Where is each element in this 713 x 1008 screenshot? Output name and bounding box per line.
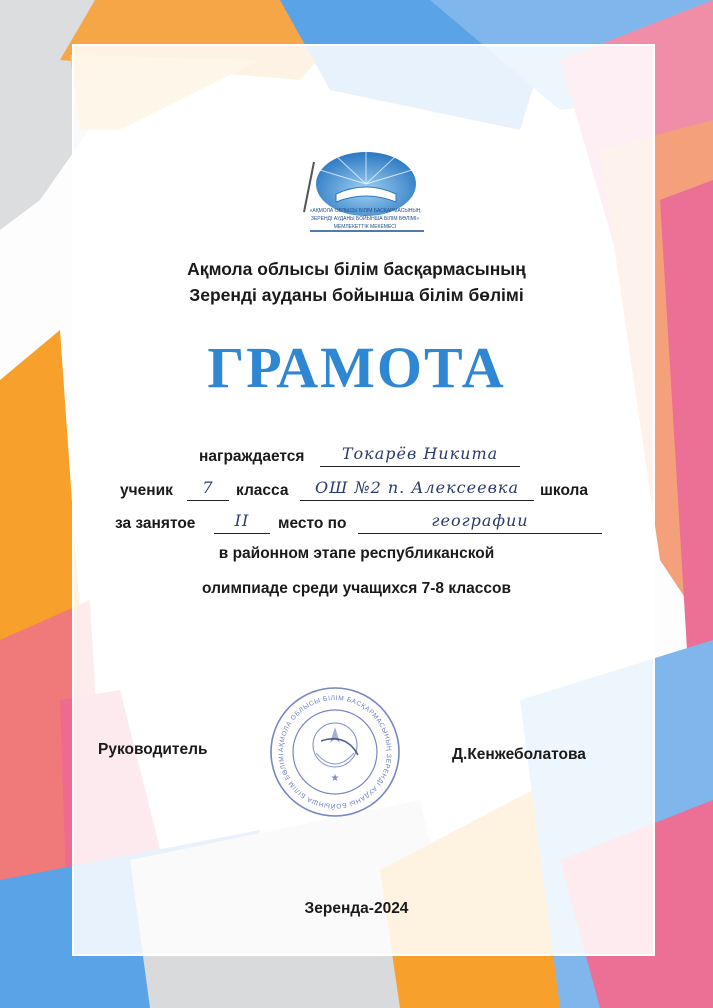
place-label: место по: [278, 515, 347, 532]
grade-value: 7: [187, 478, 229, 501]
student-row: [0, 480, 713, 506]
class-label: класса: [236, 482, 289, 499]
logo-text-line3: МЕМЛЕКЕТТІК МЕКЕМЕСІ: [333, 224, 397, 230]
logo-text-line2: ЗЕРЕНДІ АУДАНЫ БОЙЫНША БІЛІМ БӨЛІМІ»: [310, 216, 420, 222]
awarded-label: награждается: [199, 448, 305, 465]
svg-text:★: ★: [330, 773, 340, 784]
place-value: II: [214, 511, 270, 534]
city-year: Зеренда-2024: [304, 900, 409, 917]
official-stamp: [266, 683, 404, 821]
subject-value: географии: [358, 511, 602, 534]
place-row: [0, 513, 713, 539]
student-label: ученик: [120, 482, 173, 499]
olympiad-line: олимпиаде среди учащихся 7-8 классов: [202, 580, 511, 597]
department-logo: [296, 142, 434, 238]
awardee-row: [0, 446, 713, 472]
awardee-name: Токарёв Никита: [320, 444, 520, 467]
stage-line: в районном этапе республиканской: [218, 545, 495, 562]
signature-name: Д.Кенжеболатова: [452, 746, 586, 763]
stamp-ring-text: АҚМОЛА ОБЛЫСЫ БІЛІМ БАСҚАРМАСЫНЫҢ ЗЕРЕНДІ АУДАНЫ БОЙЫНША БІЛІМ БӨЛІМІ: [277, 694, 393, 810]
org-line-2: Зеренді ауданы бойынша білім бөлімі: [189, 285, 524, 305]
certificate-title: ГРАМОТА: [207, 335, 506, 400]
org-line-1: Ақмола облысы білім басқармасының: [187, 259, 526, 279]
school-label: школа: [540, 482, 589, 499]
signature-role: Руководитель: [98, 741, 208, 758]
place-prefix: за занятое: [115, 515, 196, 532]
logo-text-line1: «АҚМОЛА ОБЛЫСЫ БІЛІМ БАСҚАРМАСЫНЫҢ: [309, 208, 421, 214]
school-value: ОШ №2 п. Алексеевка: [300, 478, 534, 501]
